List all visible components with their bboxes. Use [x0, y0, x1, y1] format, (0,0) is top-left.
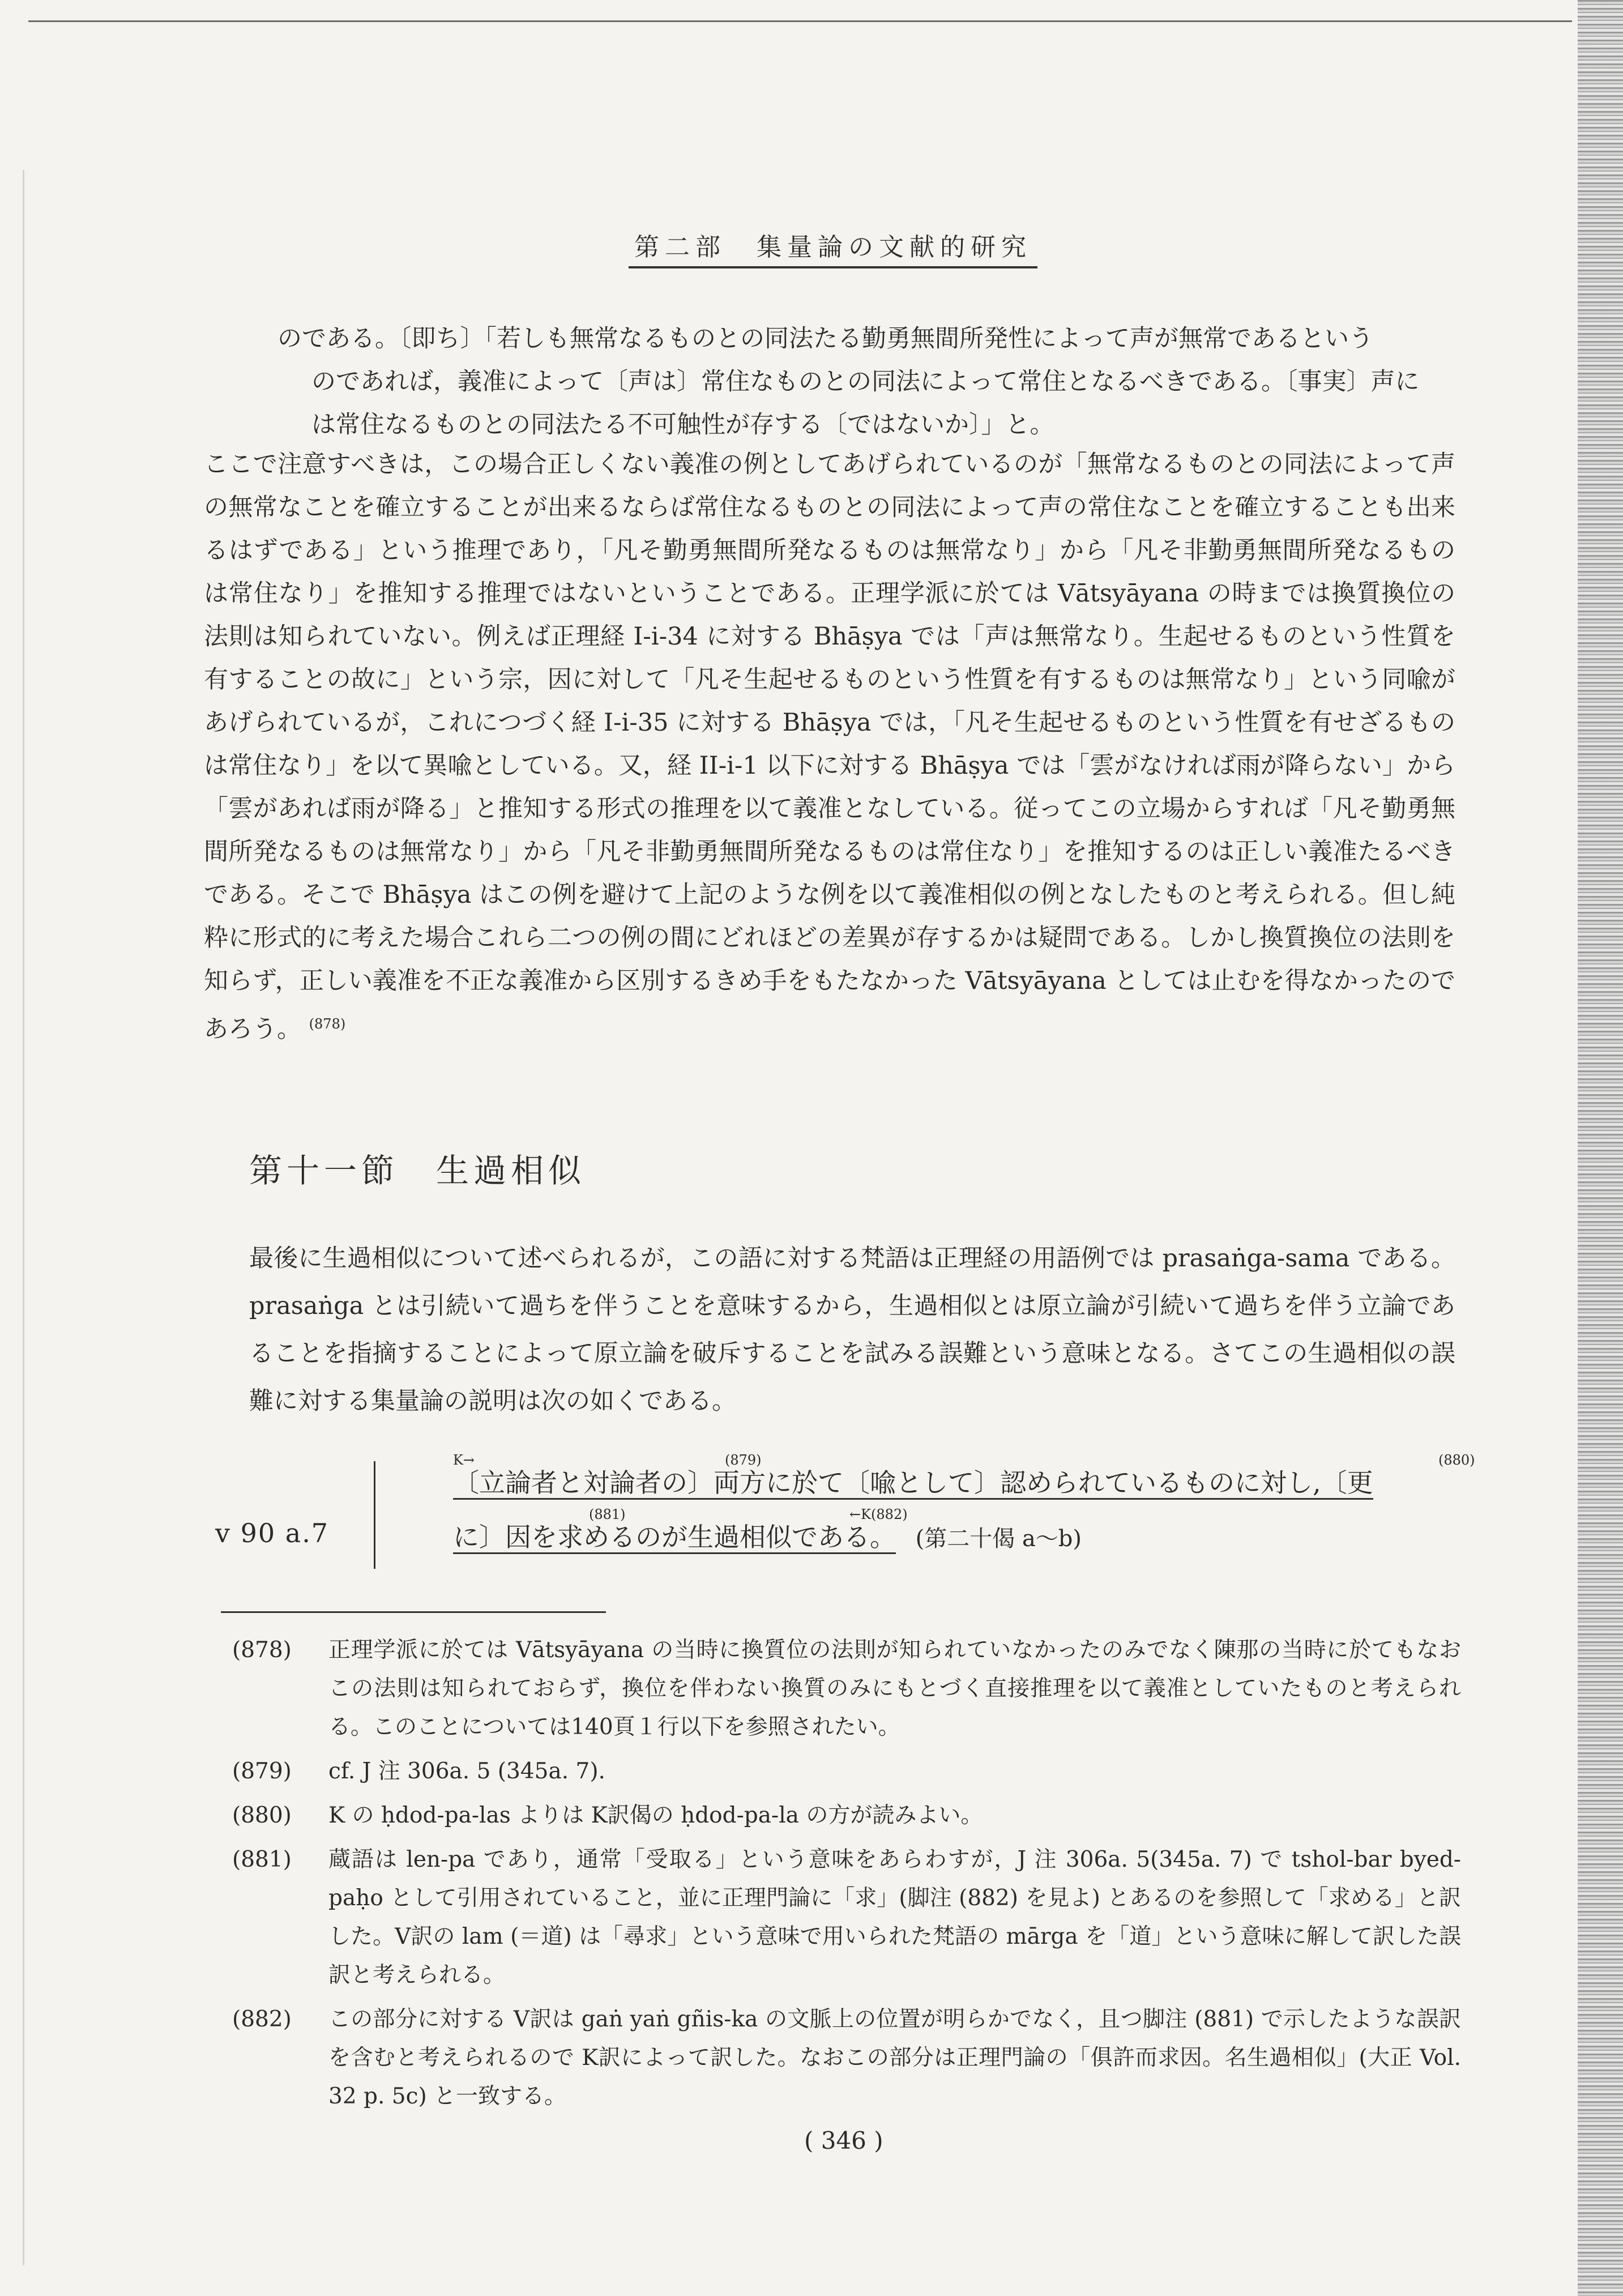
quoted-passage [277, 317, 1455, 446]
footnote-number: (879) [232, 1759, 292, 1784]
scan-right-edge [1578, 0, 1623, 2296]
body-paragraph-2: 最後に生過相似について述べられるが，この語に対する梵語は正理経の用語例では prasaṅga-sama である。prasaṅga とは引続いて過ちを伴うことを意味するから，生過相似とは原立論が引続いて過ちを伴う立論であることを指摘することによって原立論を破斥することを試みる誤難という意味となる。さてこの生過相似の誤難に対する集量論の説明は次の如くである。 [249, 1244, 1455, 1415]
footnote [232, 1752, 1461, 1791]
footnote-number: (882) [232, 2007, 292, 2032]
scan-left-edge [23, 170, 24, 2265]
running-header: 第二部 集量論の文献的研究 [629, 227, 1037, 268]
footnote-ref-879[interactable]: (879) [725, 1452, 762, 1468]
k-marker-882[interactable]: ←K(882) [849, 1507, 908, 1522]
verse-line-1: 〔立論者と対論者の〕両方に於て〔喩として〕認められているものに対し,〔更 [453, 1467, 1373, 1500]
footnote-ref-881[interactable]: (881) [589, 1507, 626, 1522]
quote-line: のであれば，義准によって〔声は〕常住なものとの同法によって常住となるべきである。〔事実〕声に [311, 368, 1420, 396]
footnote [232, 2000, 1461, 2116]
body-paragraph-1 [204, 443, 1455, 1051]
footnote-text: 蔵語は len-pa であり，通常「受取る」という意味をあらわすが，J 注 306a. 5(345a. 7) で tshol-bar byed-paḥo として引用されていること，並に正理門論に「求」(脚注 (882) を見よ) とあるのを参照して「求める」と訳した。V訳の lam (＝道) は「尋求」という意味で用いられた梵語の mārga を「道」という意味に解して訳した誤訳と考えられる。 [328, 1847, 1461, 1988]
verse-source: (第二十偈 a〜b) [915, 1526, 1082, 1552]
footnote-number: (881) [232, 1847, 292, 1872]
k-marker: K→ [453, 1452, 475, 1468]
footnote [232, 1841, 1461, 1995]
quote-line: のである。〔即ち〕「若しも無常なるものとの同法たる勤勇無間所発性によって声が無常であるという [277, 325, 1373, 353]
footnote-text: K の ḥdod-pa-las よりは K訳偈の ḥdod-pa-la の方が読みよい。 [328, 1803, 983, 1828]
page-number: ( 346 ) [804, 2127, 883, 2154]
footnote [232, 1796, 1461, 1835]
footnote-text: cf. J 注 306a. 5 (345a. 7). [328, 1759, 605, 1784]
paragraph-text: ここで注意すべきは，この場合正しくない義准の例としてあげられているのが「無常なるものとの同法によって声の無常なことを確立することが出来るならば常住なるものとの同法によって声の常住なことを確立することも出来るはずである」という推理であり，「凡そ勤勇無間所発なるものは無常なり」から「凡そ非勤勇無間所発なるものは常住なり」を推知する推理ではないということである。正理学派に於ては Vātsyāyana の時までは換質換位の法則は知られていない。例えば正理経 I-i-34 に対する Bhāṣya では「声は無常なり。生起せるものという性質を有することの故に」という宗，因に対して「凡そ生起せるものという性質を有するものは無常なり」という同喩があげられているが，これにつづく経 I-i-35 に対する Bhāṣya では，「凡そ生起せるものという性質を有せざるものは常住なり」を以て異喩としている。又，経 II-i-1 以下に対する Bhāṣya では「雲がなければ雨が降らない」から「雲があれば雨が降る」と推知する形式の推理を以て義准となしている。従ってこの立場からすれば「凡そ勤勇無間所発なるものは無常なり」から「凡そ非勤勇無間所発なるものは常住なり」を推知するのは正しい義准たるべきである。そこで Bhāṣya はこの例を避けて上記のような例を以て義准相似の例となしたものと考えられる。但し純粋に形式的に考えた場合これら二つの例の間にどれほどの差異が存するかは疑問である。しかし換質換位の法則を知らず，正しい義准を不正な義准から区別するきめ手をもたなかった Vātsyāyana としては止むを得なかったのであろう。 [204, 450, 1455, 1044]
verse-line-2: に〕因を求めるのが生過相似である。 [453, 1522, 896, 1554]
footnote-ref-880[interactable]: (880) [1438, 1452, 1475, 1468]
footnote-number: (878) [232, 1637, 292, 1663]
footnote-text: この部分に対する V訳は gaṅ yaṅ gñis-ka の文脈上の位置が明らかでなく，且つ脚注 (881) で示したような誤訳を含むと考えられるので K訳によって訳した。なおこの部分は正理門論の「俱許而求因。名生過相似」(大正 Vol. 32 p. 5c) と一致する。 [328, 2007, 1461, 2109]
section-title: 第十一節 生過相似 [249, 1151, 586, 1190]
footnote [232, 1631, 1461, 1747]
verse-reference: v 90 a.7 [215, 1518, 330, 1548]
verse-translation [453, 1452, 1484, 1566]
footnote-number: (880) [232, 1803, 292, 1828]
footnote-ref-878[interactable]: (878) [309, 1016, 346, 1032]
footnotes [232, 1631, 1461, 2122]
verse-divider [374, 1461, 375, 1569]
footnote-text: 正理学派に於ては Vātsyāyana の当時に換質位の法則が知られていなかったのみでなく陳那の当時に於てもなおこの法則は知られておらず，換位を伴わない換質のみにもとづく直接推理を以て義准としていたものと考えられる。このことについては140頁１行以下を参照されたい。 [328, 1637, 1461, 1740]
footnote-rule [221, 1611, 606, 1613]
scan-top-edge [28, 20, 1572, 22]
quote-line: は常住なるものとの同法たる不可触性が存する〔ではないか〕」と。 [311, 411, 1054, 439]
